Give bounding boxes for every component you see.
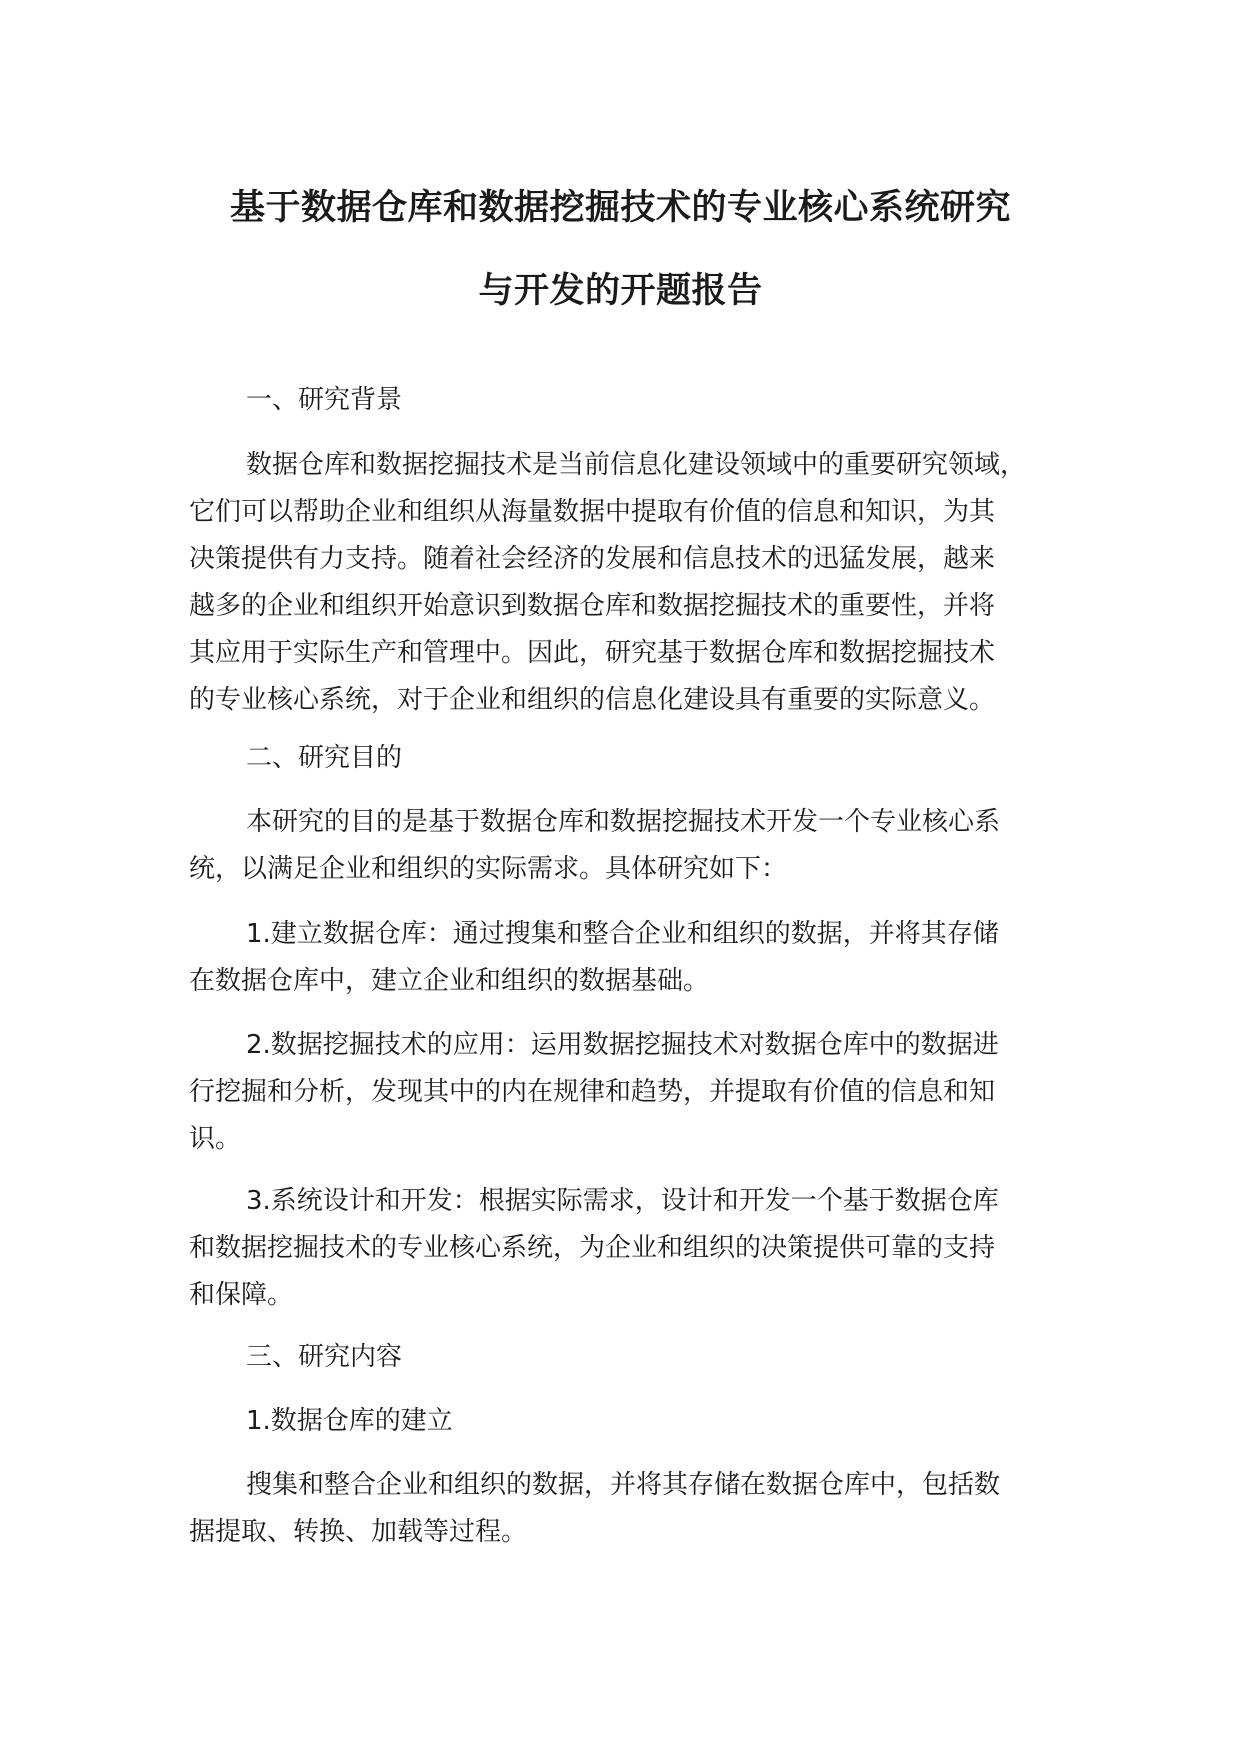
paragraph-purpose xyxy=(189,799,1049,893)
paragraph-line: 和保障。 xyxy=(189,1280,294,1310)
paragraph-line: 和数据挖掘技术的专业核心系统，为企业和组织的决策提供可靠的支持 xyxy=(189,1233,996,1263)
paragraph-line: 越多的企业和组织开始意识到数据仓库和数据挖掘技术的重要性，并将 xyxy=(189,591,996,621)
paragraph-line: 决策提供有力支持。随着社会经济的发展和信息技术的迅猛发展，越来 xyxy=(189,544,996,574)
paragraph-line: 的专业核心系统，对于企业和组织的信息化建设具有重要的实际意义。 xyxy=(189,685,996,715)
paragraph-line: 数据仓库和数据挖掘技术是当前信息化建设领域中的重要研究领域， xyxy=(246,450,1027,480)
paragraph-line: 行挖掘和分析，发现其中的内在规律和趋势，并提取有价值的信息和知 xyxy=(189,1077,996,1107)
paragraph-line: 其应用于实际生产和管理中。因此，研究基于数据仓库和数据挖掘技术 xyxy=(189,638,996,668)
paragraph-line: 据提取、转换、加载等过程。 xyxy=(189,1517,528,1547)
list-item-2 xyxy=(189,1022,1049,1163)
section-heading-content: 三、研究内容 xyxy=(246,1342,403,1372)
paragraph-line: 搜集和整合企业和组织的数据，并将其存储在数据仓库中，包括数 xyxy=(246,1470,1001,1500)
paragraph-line: 3.系统设计和开发：根据实际需求，设计和开发一个基于数据仓库 xyxy=(246,1186,999,1216)
section-heading-purpose: 二、研究目的 xyxy=(246,743,403,773)
list-item-1 xyxy=(189,911,1049,1005)
document-title-line-2: 与开发的开题报告 xyxy=(478,271,763,311)
paragraph-line: 2.数据挖掘技术的应用：运用数据挖掘技术对数据仓库中的数据进 xyxy=(246,1030,999,1060)
paragraph-warehouse xyxy=(189,1462,1049,1556)
document-title-line-1: 基于数据仓库和数据挖掘技术的专业核心系统研究 xyxy=(229,188,1011,228)
paragraph-background xyxy=(189,442,1049,724)
section-heading-background: 一、研究背景 xyxy=(246,385,403,415)
paragraph-line: 本研究的目的是基于数据仓库和数据挖掘技术开发一个专业核心系 xyxy=(246,807,1001,837)
paragraph-line: 1.建立数据仓库：通过搜集和整合企业和组织的数据，并将其存储 xyxy=(246,919,999,949)
paragraph-line: 它们可以帮助企业和组织从海量数据中提取有价值的信息和知识，为其 xyxy=(189,497,996,527)
subsection-heading-warehouse: 1.数据仓库的建立 xyxy=(246,1406,453,1436)
paragraph-line: 在数据仓库中，建立企业和组织的数据基础。 xyxy=(189,966,710,996)
paragraph-line: 识。 xyxy=(189,1124,242,1154)
paragraph-line: 统，以满足企业和组织的实际需求。具体研究如下： xyxy=(189,854,788,884)
list-item-3 xyxy=(189,1178,1049,1319)
